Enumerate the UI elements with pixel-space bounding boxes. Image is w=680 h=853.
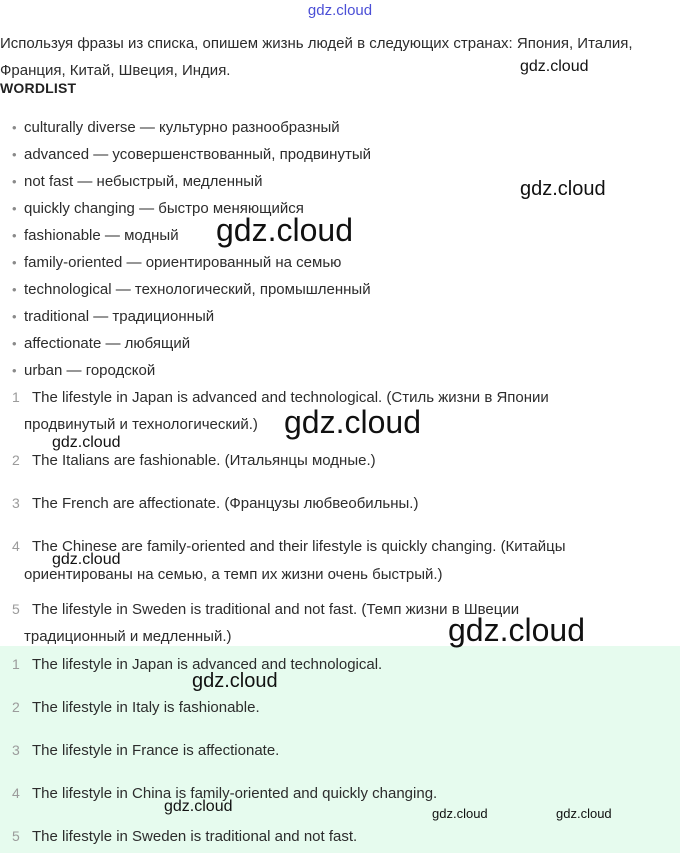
sentence-line: продвинутый и технологический.) bbox=[24, 416, 258, 433]
wordlist bbox=[12, 116, 371, 386]
sentence-number: 5 bbox=[12, 601, 20, 617]
sentence-line: The Italians are fashionable. (Итальянцы модные.) bbox=[32, 452, 376, 469]
wordlist-item: • traditional — традиционный bbox=[12, 305, 371, 332]
answer-line: The lifestyle in Sweden is traditional and not fast. bbox=[32, 828, 358, 845]
sentence-number: 4 bbox=[12, 538, 20, 554]
wordlist-item: • urban — городской bbox=[12, 359, 371, 386]
sentence-number: 1 bbox=[12, 389, 20, 405]
sentence-line: The Chinese are family-oriented and their lifestyle is quickly changing. (Китайцы bbox=[32, 538, 566, 555]
wordlist-item: • advanced — усовершенствованный, продвинутый bbox=[12, 143, 371, 170]
answer-line: The lifestyle in Japan is advanced and technological. bbox=[32, 656, 383, 673]
bullet-icon: • bbox=[12, 228, 17, 243]
bullet-icon: • bbox=[12, 309, 17, 324]
watermark: gdz.cloud bbox=[520, 178, 606, 200]
answer-number: 4 bbox=[12, 785, 20, 801]
wordlist-item: • technological — технологический, промышленный bbox=[12, 278, 371, 305]
answer-number: 3 bbox=[12, 742, 20, 758]
bullet-icon: • bbox=[12, 174, 17, 189]
sentence-line: традиционный и медленный.) bbox=[24, 628, 232, 645]
watermark: gdz.cloud bbox=[284, 404, 421, 440]
sentence-line: The lifestyle in Sweden is traditional and not fast. (Темп жизни в Швеции bbox=[32, 601, 520, 618]
wordlist-item: • family-oriented — ориентированный на семью bbox=[12, 251, 371, 278]
wordlist-item: • quickly changing — быстро меняющийся bbox=[12, 197, 371, 224]
site-label[interactable]: gdz.cloud bbox=[307, 2, 373, 19]
watermark: gdz.cloud bbox=[448, 612, 585, 648]
watermark: gdz.cloud bbox=[520, 58, 589, 75]
wordlist-item: • not fast — небыстрый, медленный bbox=[12, 170, 371, 197]
sentence-line: The French are affectionate. (Французы любвеобильны.) bbox=[32, 495, 419, 512]
wordlist-item: • fashionable — модный bbox=[12, 224, 371, 251]
intro-text: Используя фразы из списка, опишем жизнь людей в следующих странах: Япония, Италия, Франция, Китай, Швеция, Индия. bbox=[0, 35, 633, 79]
sentence-number: 2 bbox=[12, 452, 20, 468]
watermark: gdz.cloud bbox=[432, 806, 488, 821]
watermark: gdz.cloud bbox=[52, 434, 121, 451]
watermark: gdz.cloud bbox=[164, 798, 233, 815]
sentence-number: 3 bbox=[12, 495, 20, 511]
wordlist-heading: WORDLIST bbox=[0, 80, 77, 96]
bullet-icon: • bbox=[12, 363, 17, 378]
answer-line: The lifestyle in China is family-oriented and quickly changing. bbox=[32, 785, 438, 802]
watermark: gdz.cloud bbox=[192, 670, 278, 692]
answer-line: The lifestyle in France is affectionate. bbox=[32, 742, 280, 759]
wordlist-item: • affectionate — любящий bbox=[12, 332, 371, 359]
bullet-icon: • bbox=[12, 255, 17, 270]
answer-line: The lifestyle in Italy is fashionable. bbox=[32, 699, 260, 716]
watermark: gdz.cloud bbox=[216, 212, 353, 248]
bullet-icon: • bbox=[12, 120, 17, 135]
answer-number: 5 bbox=[12, 828, 20, 844]
wordlist-item: • culturally diverse — культурно разнообразный bbox=[12, 116, 371, 143]
watermark: gdz.cloud bbox=[52, 551, 121, 568]
watermark: gdz.cloud bbox=[556, 806, 612, 821]
bullet-icon: • bbox=[12, 147, 17, 162]
bullet-icon: • bbox=[12, 336, 17, 351]
answer-number: 1 bbox=[12, 656, 20, 672]
answer-number: 2 bbox=[12, 699, 20, 715]
sentence-line: The lifestyle in Japan is advanced and technological. (Стиль жизни в Японии bbox=[32, 389, 549, 406]
bullet-icon: • bbox=[12, 201, 17, 216]
sentence-line: ориентированы на семью, а темп их жизни очень быстрый.) bbox=[24, 566, 443, 583]
bullet-icon: • bbox=[12, 282, 17, 297]
